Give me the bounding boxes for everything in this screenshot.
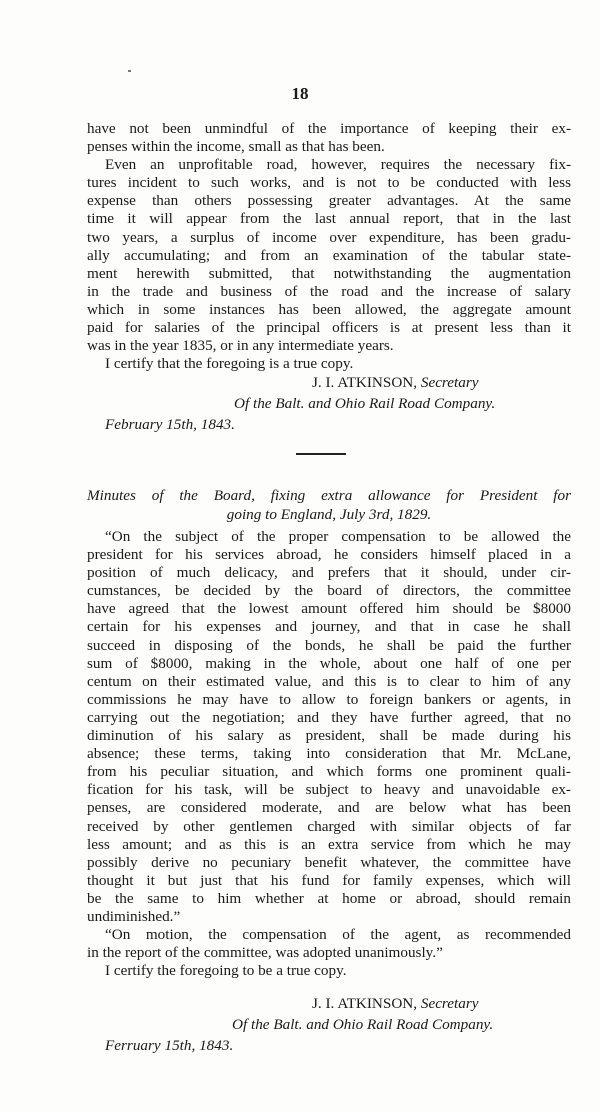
text-line: president for his services abroad, he considers himself placed in a: [87, 546, 571, 564]
page-number: 18: [291, 84, 309, 103]
date-line: February 15th, 1843.: [105, 416, 235, 433]
scan-speck: [128, 70, 131, 72]
text-line: penses within the income, small as that has been.: [87, 138, 385, 156]
text-line: tures incident to such works, and is not to be conducted with less: [87, 174, 571, 192]
section2-body: [87, 528, 571, 980]
text-line: have not been unmindful of the importance of keeping their ex-: [87, 120, 571, 137]
signature-line: [312, 374, 479, 392]
text-line: “On the subject of the proper compensation to be allowed the: [105, 528, 571, 545]
text-line: paid for salaries of the principal officers is at present less than it: [87, 319, 571, 337]
signature-name: J. I. ATKINSON,: [312, 995, 418, 1012]
text-line: ally accumulating; and from an examination of the tabular state-: [87, 246, 571, 264]
text-line: was in the year 1835, or in any intermediate years.: [87, 337, 394, 355]
text-line: from his peculiar situation, and which forms one prominent quali-: [87, 763, 571, 781]
text-line: in the report of the committee, was adopted unanimously.”: [87, 944, 443, 962]
text-line: have agreed that the lowest amount offered him should be $8000: [87, 600, 571, 618]
signature-title: Secretary: [420, 995, 479, 1012]
text-line: two years, a surplus of income over expenditure, has been gradu-: [87, 228, 571, 246]
text-line: thought it but just that his fund for family expenses, which will: [87, 871, 571, 889]
text-line: “On motion, the compensation of the agent, as recommended: [105, 926, 571, 944]
signature-line-2: [312, 995, 479, 1013]
text-line: penses, are considered moderate, and are below what has been: [87, 799, 571, 817]
text-line: diminution of his salary as president, shall be made during his: [87, 727, 571, 745]
signature-company: Of the Balt. and Ohio Rail Road Company.: [234, 395, 496, 412]
text-line: received by other gentlemen charged with similar objects of far: [87, 817, 571, 835]
text-line: I certify the foregoing to be a true copy.: [105, 962, 347, 980]
text-line: carrying out the negotiation; and they have further agreed, that no: [87, 708, 571, 726]
signature-name: J. I. ATKINSON,: [312, 374, 418, 391]
text-line: position of much delicacy, and prefers that it should, under cir-: [87, 564, 571, 582]
date-line-2: Ferruary 15th, 1843.: [105, 1037, 234, 1054]
section2-heading: [87, 486, 571, 524]
text-line: Even an unprofitable road, however, requires the necessary fix-: [105, 156, 571, 174]
text-line: in the trade and business of the road and the increase of salary: [87, 282, 571, 300]
signature-title: Secretary: [420, 374, 479, 391]
signature-company-line-2: [232, 1016, 493, 1034]
text-line: succeed in disposing of the bonds, he shall be paid the further: [87, 636, 571, 654]
text-line: centum on their estimated value, and this is to clear to him of any: [87, 672, 571, 690]
text-line: absence; these terms, taking into consideration that Mr. McLane,: [87, 745, 571, 763]
text-line: sum of $8000, making in the whole, about one half of one per: [87, 654, 571, 672]
text-line: be the same to him whether at home or abroad, should remain: [87, 889, 571, 907]
text-line: ment herewith submitted, that notwithstanding the augmentation: [87, 264, 571, 282]
section-divider: [296, 453, 346, 455]
text-line: time it will appear from the last annual report, that in the last: [87, 210, 571, 228]
heading-line: going to England, July 3rd, 1829.: [226, 506, 432, 523]
text-line: commissions he may have to allow to foreign bankers or agents, in: [87, 690, 571, 708]
heading-line: Minutes of the Board, fixing extra allowance for President for: [87, 487, 571, 504]
text-line: fication for his task, will be subject to heavy and unavoidable ex-: [87, 781, 571, 799]
text-line: I certify that the foregoing is a true copy.: [105, 355, 354, 373]
text-line: certain for his expenses and journey, and that in case he shall: [87, 618, 571, 636]
signature-company: Of the Balt. and Ohio Rail Road Company.: [232, 1016, 494, 1033]
section1-body: [87, 120, 571, 373]
text-line: expense than others possessing greater advantages. At the same: [87, 192, 571, 210]
text-line: less amount; and as this is an extra service from which he may: [87, 835, 571, 853]
signature-company-line: [234, 395, 495, 413]
text-line: possibly derive no pecuniary benefit whatever, the committee have: [87, 853, 571, 871]
text-line: cumstances, be decided by the board of directors, the committee: [87, 582, 571, 600]
text-line: undiminished.”: [87, 907, 181, 925]
text-line: which in some instances has been allowed, the aggregate amount: [87, 300, 571, 318]
